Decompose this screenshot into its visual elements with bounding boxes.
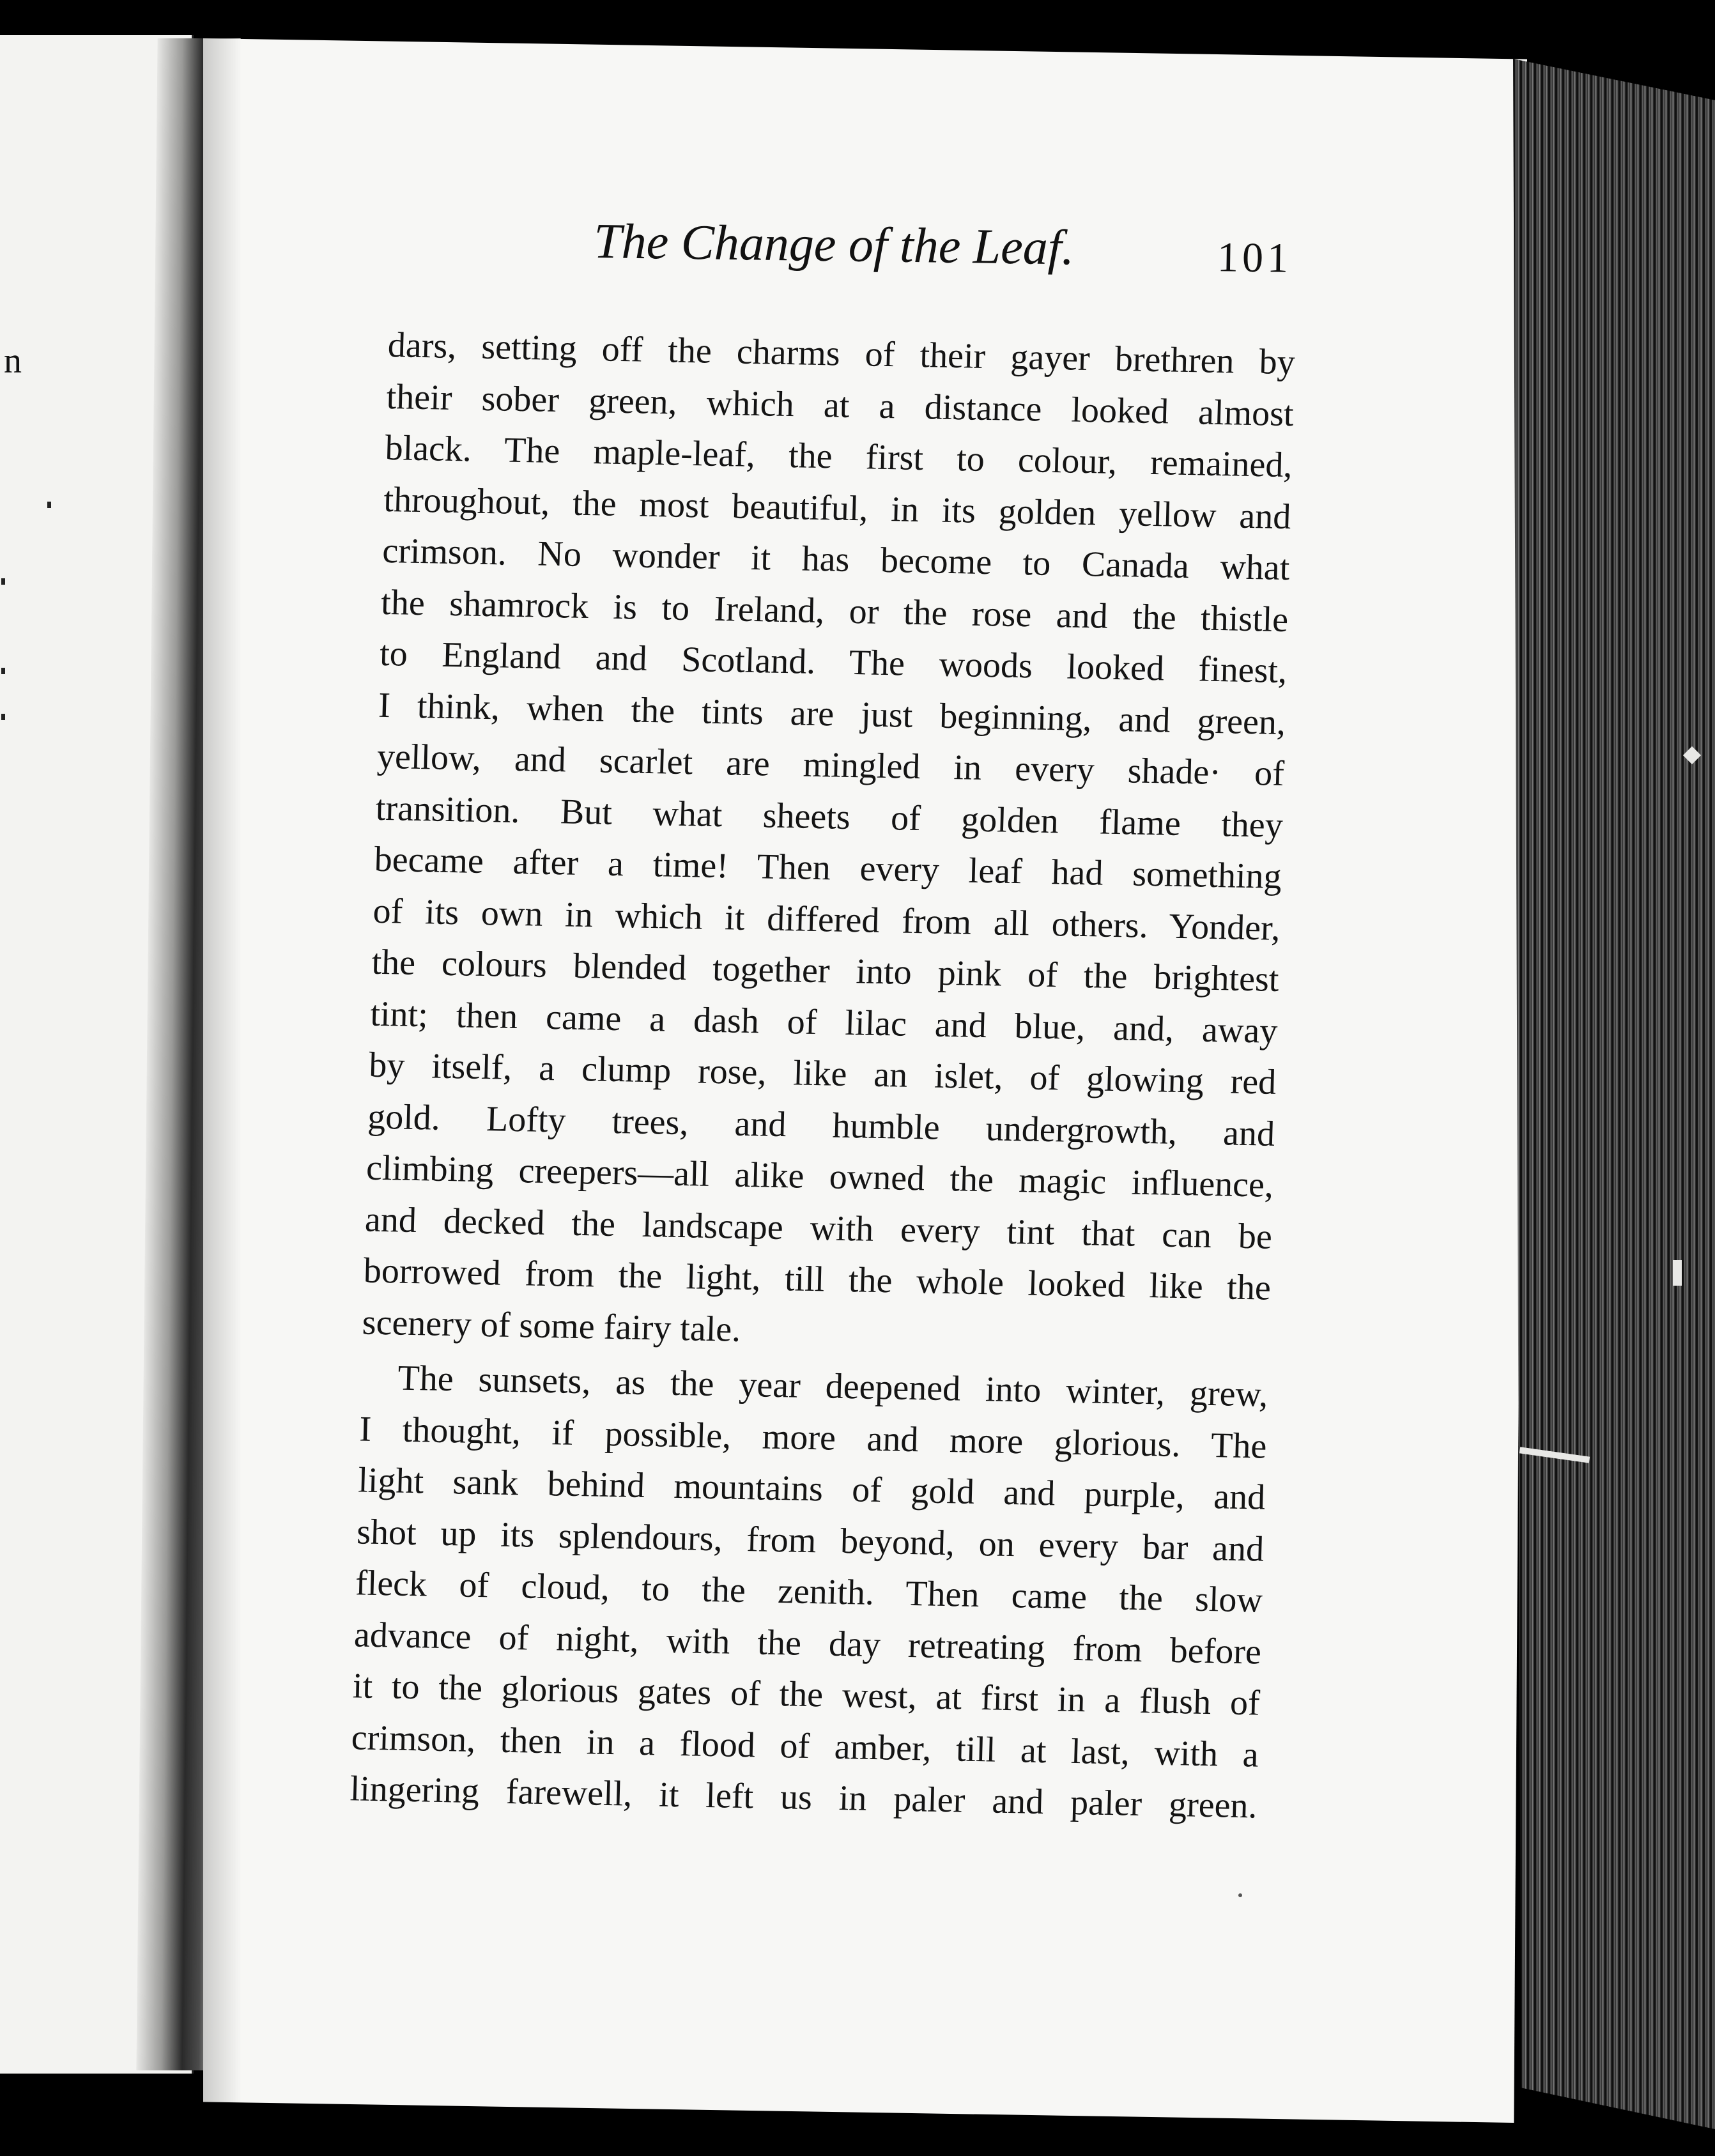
facing-page-mark — [1, 668, 5, 674]
text-line: fleck of cloud, to the zenith. Then came the slow — [355, 1563, 1263, 1621]
text-line: I thought, if possible, more and more glorious. The — [358, 1408, 1268, 1467]
text-line: by itself, a clump rose, like an islet, of glowing red — [368, 1045, 1277, 1102]
facing-page-mark — [1, 578, 5, 585]
text-line: gold. Lofty trees, and humble undergrowth, and — [367, 1097, 1275, 1154]
text-line: crimson, then in a flood of amber, till at last, with a — [351, 1717, 1259, 1775]
text-line: the shamrock is to Ireland, or the rose and the thistle — [380, 582, 1289, 640]
body-text — [350, 320, 1296, 1832]
text-line: and decked the landscape with every tint that can be — [364, 1199, 1273, 1257]
text-line: their sober green, which at a distance looked almost — [386, 376, 1295, 434]
text-line: yellow, and scarlet are mingled in every shade· of — [376, 736, 1285, 794]
text-line: tint; then came a dash of lilac and blue, and, away — [369, 994, 1279, 1051]
facing-page-mark — [47, 502, 51, 508]
running-head: The Change of the Leaf. — [593, 212, 1075, 275]
text-line: shot up its splendours, from beyond, on every bar and — [356, 1511, 1265, 1569]
text-line: it to the glorious gates of the west, at first in a flush of — [352, 1666, 1261, 1723]
text-line: light sank behind mountains of gold and purple, and — [357, 1460, 1266, 1518]
text-line: scenery of some fairy tale. — [362, 1302, 742, 1350]
paragraph — [350, 1351, 1269, 1832]
text-line: crimson. No wonder it has become to Canada what — [381, 530, 1291, 589]
edge-highlight — [1673, 1260, 1682, 1286]
text-line: I think, when the tints are just beginning, and green, — [378, 685, 1286, 743]
text-line: borrowed from the light, till the whole looked like the — [363, 1251, 1272, 1308]
text-line: black. The maple-leaf, the first to colour, remained, — [384, 427, 1293, 486]
text-line: dars, setting off the charms of their gayer brethren by — [387, 325, 1296, 383]
text-line: to England and Scotland. The woods looked finest, — [379, 633, 1288, 691]
text-line: transition. But what sheets of golden flame they — [375, 788, 1284, 845]
page-gutter-shadow — [203, 38, 242, 2123]
text-line: advance of night, with the day retreating from before — [353, 1614, 1262, 1672]
text-line: climbing creepers—all alike owned the magic influence, — [365, 1148, 1274, 1205]
edge-highlight — [1683, 746, 1701, 764]
text-line: The sunsets, as the year deepened into winter, grew, — [397, 1358, 1269, 1415]
paragraph — [362, 320, 1296, 1366]
facing-page-mark — [1, 714, 5, 720]
ink-speck — [1238, 1893, 1242, 1897]
page-edges — [1513, 59, 1715, 2129]
page-number: 101 — [1217, 234, 1293, 282]
edge-highlight — [1519, 1447, 1590, 1463]
facing-page-text-fragment: n — [4, 341, 22, 381]
text-line: the colours blended together into pink of the brightest — [371, 942, 1280, 999]
text-line: of its own in which it differed from all others. Yonder, — [372, 891, 1281, 948]
text-line: throughout, the most beautiful, in its golden yellow and — [383, 479, 1292, 537]
text-line: lingering farewell, it left us in paler and paler green. — [349, 1769, 1258, 1826]
text-line: became after a time! Then every leaf had something — [374, 839, 1282, 897]
